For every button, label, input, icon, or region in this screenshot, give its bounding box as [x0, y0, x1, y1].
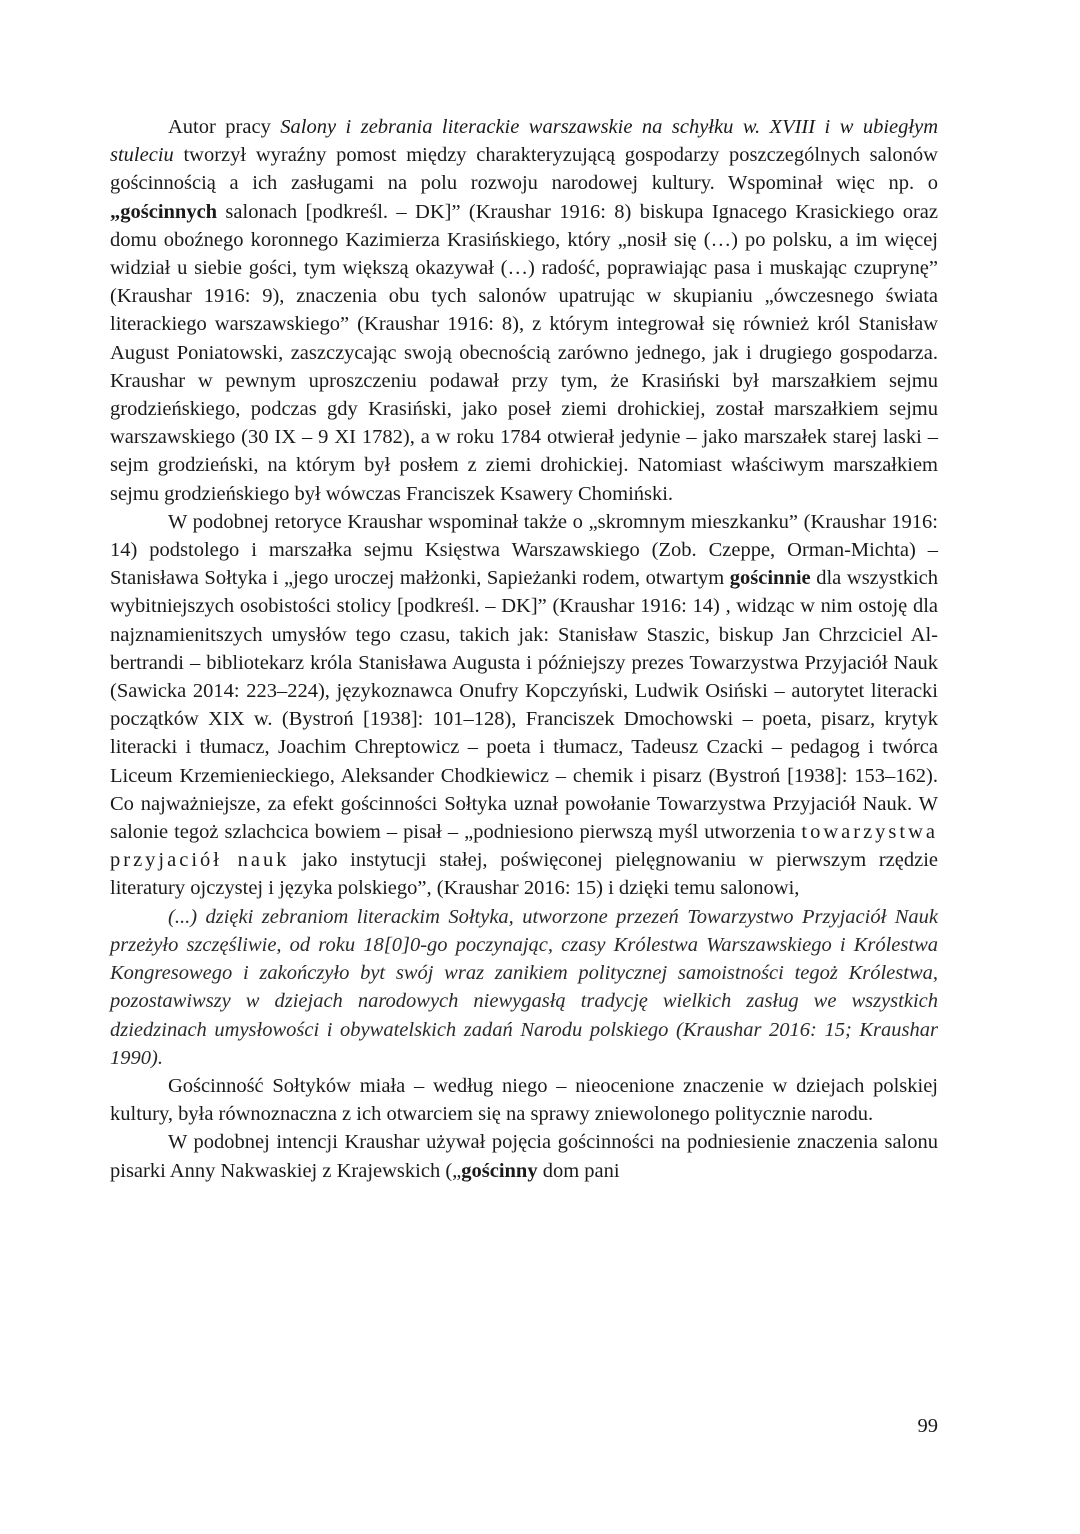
paragraph — [110, 508, 938, 903]
paragraph — [110, 113, 938, 508]
emphasis: gościnny — [461, 1159, 538, 1182]
text-run: dom pani — [537, 1159, 620, 1182]
body-text — [110, 113, 938, 1185]
paragraph — [110, 1072, 938, 1128]
emphasis: „gościnnych — [110, 200, 218, 223]
text-run: Gościnność Sołtyków miała – według niego – nieocenione znaczenie w dziejach polskiej kultury, była równoznaczna z ich otwarciem się na sprawy zniewolonego politycznie narodu. — [110, 1074, 938, 1126]
text-run: tworzył wyraźny pomost między charakteryzującą gospodarzy poszczególnych salonów gościnnością a ich zasługami na polu rozwoju narodowej kultury. Wspominał więc np. o — [110, 144, 938, 195]
page-number: 99 — [917, 1415, 938, 1437]
paragraph — [110, 1128, 938, 1184]
spaced-emphasis: towarzystwa przyjaciół nauk — [110, 821, 938, 872]
text-run: jako instytucji stałej, poświęconej pielęgnowaniu w pierwszym rzędzie literatury ojczystej i języka polskiego”, (Kraushar 2016: 15) i dzięki temu salonowi, — [110, 849, 938, 900]
text-run: dla wszystkich wybitniejszych osobistości stolicy [podkreśl. – DK]” (Kraushar 1916: 14) , widząc w nim ostoję dla najznamienitszych umysłów tego czasu, takich jak: Stanisław Staszic, biskup Jan Chrzciciel Albertrandi – bibliotekarz króla Stanisława Augusta i późniejszy prezes Towarzystwa Przyjaciół Nauk (Sawicka 2014: 223–224), językoznawca Onufry Kopczyński, Ludwik Osiński – autorytet literacki początków XIX w. (Bystroń [1938]: 101–128), Franciszek Dmochowski – poeta, pisarz, krytyk literacki i tłumacz, Joachim Chreptowicz – poeta i tłumacz, Tadeusz Czacki – pedagog i twórca Liceum Krzemienieckiego, Aleksander Chodkiewicz – chemik i pisarz (Bystroń [1938]: 153–162). Co najważniejsze, za efekt gościnności Sołtyka uznał powołanie Towarzystwa Przyjaciół Nauk. W salonie tegoż szlachcica bowiem – pisał – „podniesiono pierwszą myśl utworzenia — [110, 567, 938, 844]
text-run: W podobnej intencji Kraushar używał pojęcia gościnności na podniesienie znaczenia salonu pisarki Anny Nakwaskiej z Krajewskich („ — [110, 1131, 938, 1182]
text-run: W podobnej retoryce Kraushar wspominał także o „skromnym mieszkanku” (Kraushar 1916: 14) podstolego i marszałka sejmu Księstwa Warszawskiego (Zob. Czeppe, Orman-Michta) – Stanisława Sołtyka i „jego uroczej małżonki, Sapieżanki rodem, otwartym — [110, 510, 938, 590]
text-run: Autor pracy — [168, 116, 281, 138]
text-run: salonach [podkreśl. – DK]” (Kraushar 1916: 8) biskupa Ignacego Krasickiego oraz domu oboźnego koronnego Kazimierza Krasińskiego, który „nosił się (…) po polsku, a im więcej widział u siebie gości, tym większą okazywał (…) radość, poprawiając pasa i muskając czuprynę” (Kraushar 1916: 9), znaczenia obu tych salonów upatrując w skupianiu „ówczesnego świata literackiego warszawskiego” (Kraushar 1916: 8), z którym integrował się również król Stanisław August Poniatowski, zaszczycając swoją obecnością zarówno jednego, jak i drugiego gospodarza. Kraushar w pewnym uproszczeniu podawał przy tym, że Krasiński był marszałkiem sejmu grodzieńskiego, podczas gdy Krasiński, jako poseł ziemi drohickiej, został marszałkiem sejmu warszawskiego (30 IX – 9 XI 1782), a w roku 1784 otwierał jedynie – jako marszałek starej laski – sejm grodzieński, na którym był posłem z ziemi drohickiej. Natomiast właściwym marszałkiem sejmu grodzieńskiego był wówczas Franciszek Ksawery Chomiński. — [110, 200, 938, 505]
quote-text: (...) dzięki zebraniom literackim Sołtyka, utworzone przezeń Towarzystwo Przyjaciół Nauk przeżyło szczęśliwie, od roku 18[0]0-go poczynając, czasy Królestwa Warszawskiego i Królestwa Kongresowego i zakończyło byt swój wraz zanikiem politycznej samoistności tegoż Królestwa, pozostawiwszy w dziejach narodowych niewygasłą tradycję wielkich zasług we wszystkich dziedzinach umysłowości i obywatelskich zadań Narodu polskiego (Kraushar 2016: 15; Kraushar 1990). — [110, 905, 938, 1069]
emphasis: gościnnie — [729, 567, 811, 590]
book-title: Salony i zebrania literackie warszawskie na schyłku w. XVIII i w ubiegłym stuleciu — [110, 116, 938, 167]
block-quote — [110, 903, 938, 1072]
